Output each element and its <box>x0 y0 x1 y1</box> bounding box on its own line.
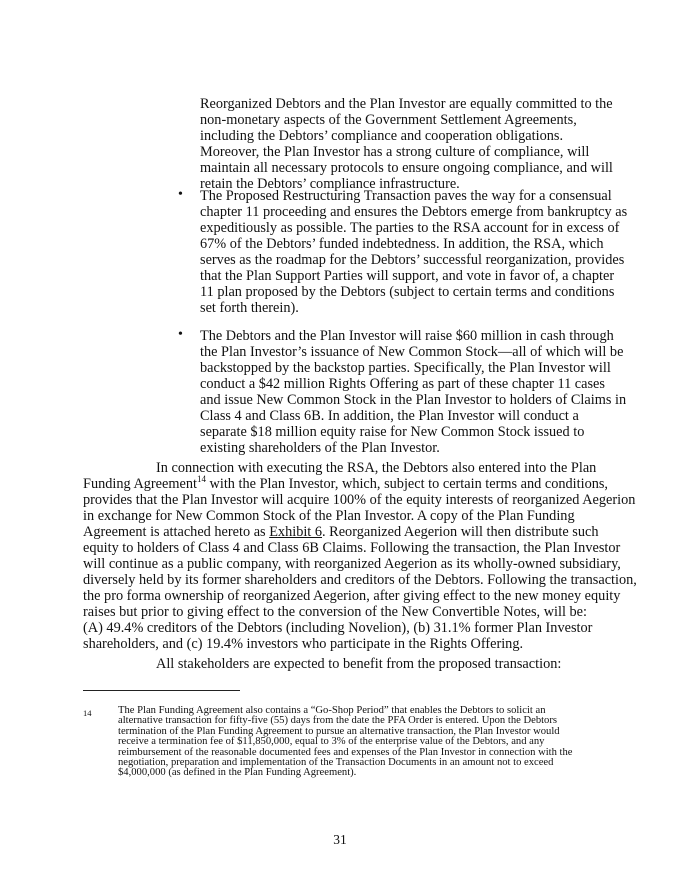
text-line: provides that the Plan Investor will acquire 100% of the equity interests of reorganized Aegerion <box>83 492 636 508</box>
bullet-icon: • <box>178 327 183 342</box>
page-number: 31 <box>333 832 347 847</box>
text-line: that the Plan Support Parties will support, and vote in favor of, a chapter <box>200 268 615 284</box>
text-line: shareholders, and (c) 19.4% investors who participate in the Rights Offering. <box>83 636 524 652</box>
bullet-icon: • <box>178 187 183 202</box>
text-span: Funding Agreement <box>83 476 197 492</box>
footnote-reference[interactable]: 14 <box>196 474 206 485</box>
text-line: termination of the Plan Funding Agreement to pursue an alternative transaction, the Plan Investor would <box>118 725 560 737</box>
text-line: and issue New Common Stock in the Plan Investor to holders of Claims in <box>200 392 627 408</box>
footnote-text <box>118 706 573 779</box>
stakeholders-line: All stakeholders are expected to benefit from the proposed transaction: <box>156 656 562 672</box>
text-line: The Proposed Restructuring Transaction paves the way for a consensual <box>200 188 612 204</box>
text-line: backstopped by the backstop parties. Specifically, the Plan Investor will <box>200 360 611 376</box>
text-line: existing shareholders of the Plan Investor. <box>200 440 440 456</box>
text-line: in exchange for New Common Stock of the Plan Investor. A copy of the Plan Funding <box>83 508 575 524</box>
text-line: the Plan Investor’s issuance of New Common Stock—all of which will be <box>200 344 624 360</box>
text-line: Moreover, the Plan Investor has a strong culture of compliance, will <box>200 144 590 160</box>
text-line: 11 plan proposed by the Debtors (subject to certain terms and conditions <box>200 284 615 300</box>
text-line: In connection with executing the RSA, the Debtors also entered into the Plan <box>156 460 597 476</box>
footnote-number: 14 <box>83 708 92 718</box>
text-line: conduct a $42 million Rights Offering as part of these chapter 11 cases <box>200 376 605 392</box>
text-line <box>83 476 637 492</box>
text-line: maintain all necessary protocols to ensure ongoing compliance, and will <box>200 160 613 176</box>
text-line: raises but prior to giving effect to the conversion of the New Convertible Notes, will be: <box>83 604 587 620</box>
text-line: the pro forma ownership of reorganized Aegerion, after giving effect to the new money equity <box>83 588 621 604</box>
text-line: separate $18 million equity raise for New Common Stock issued to <box>200 424 585 440</box>
text-line: non-monetary aspects of the Government Settlement Agreements, <box>200 112 577 128</box>
text-line: including the Debtors’ compliance and cooperation obligations. <box>200 128 564 144</box>
plan-funding-paragraph <box>83 460 637 652</box>
footnote-divider <box>83 690 240 691</box>
text-line: The Debtors and the Plan Investor will raise $60 million in cash through <box>200 328 614 344</box>
text-line: expeditiously as possible. The parties to the RSA account for in excess of <box>200 220 620 236</box>
text-span: . Reorganized Aegerion will then distribute such <box>322 524 599 540</box>
text-line: will continue as a public company, with reorganized Aegerion as its wholly-owned subsidiary, <box>83 556 621 572</box>
paragraph-rest <box>83 540 637 652</box>
text-span: Agreement is attached hereto as <box>83 524 270 540</box>
bullet-item-capital-raise <box>200 328 626 456</box>
text-line: retain the Debtors’ compliance infrastructure. <box>200 176 460 192</box>
text-line: $4,000,000 (as defined in the Plan Funding Agreement). <box>118 767 357 779</box>
text-line: 67% of the Debtors’ funded indebtedness. In addition, the RSA, which <box>200 236 604 252</box>
text-line: equity to holders of Class 4 and Class 6B Claims. Following the transaction, the Plan Investor <box>83 540 621 556</box>
exhibit-6-link[interactable]: Exhibit 6 <box>269 524 323 540</box>
text-line: reimbursement of the reasonable documented fees and expenses of the Plan Investor in connection with the <box>118 746 573 758</box>
text-line <box>83 524 637 540</box>
continued-paragraph <box>200 96 613 192</box>
bullet-item-restructuring <box>200 188 627 316</box>
text-line: Class 4 and Class 6B. In addition, the Plan Investor will conduct a <box>200 408 579 424</box>
text-line: set forth therein). <box>200 300 299 316</box>
text-line: The Plan Funding Agreement also contains a “Go-Shop Period” that enables the Debtors to solicit an <box>118 705 546 716</box>
text-line: (A) 49.4% creditors of the Debtors (including Novelion), (b) 31.1% former Plan Investor <box>83 620 593 636</box>
text-line: alternative transaction for fifty-five (55) days from the date the PFA Order is entered. Upon the Debtors <box>118 715 558 727</box>
text-span: with the Plan Investor, which, subject to certain terms and conditions, <box>205 476 609 492</box>
text-line: chapter 11 proceeding and ensures the Debtors emerge from bankruptcy as <box>200 204 628 220</box>
text-line: receive a termination fee of $11,850,000, equal to 3% of the enterprise value of the Debtors, and any <box>118 736 545 748</box>
text-line: Reorganized Debtors and the Plan Investor are equally committed to the <box>200 96 613 112</box>
text-line: negotiation, preparation and implementation of the Transaction Documents in an amount not to exceed <box>118 757 554 769</box>
text-line: diversely held by its former shareholders and creditors of the Debtors. Following the transaction, <box>83 572 637 588</box>
text-line: serves as the roadmap for the Debtors’ successful reorganization, provides <box>200 252 625 268</box>
